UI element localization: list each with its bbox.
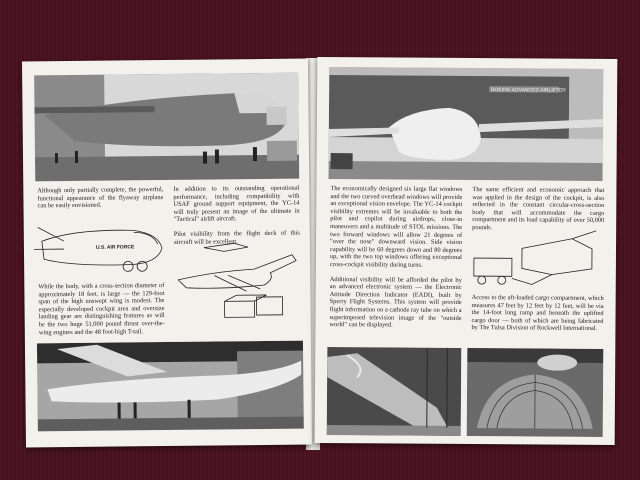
sketch-fuselage-label: U.S. AIR FORCE <box>95 244 135 251</box>
left-col1-para-2: While the body, with a cross-section diameter of approximately 18 feet, is large — the 129-foot span of the high unswept wing is modest. The especially developed cockpit area and oversize landing gear are distinguishing features as will be the two huge 51,000 pound thrust over-the-wing engines and the 48 foot-high T-tail. <box>38 282 165 336</box>
right-col1-para-1: The economically designed six large flat windows and the two curved overhead windows will provide an exceptional vision envelope. The YC-14 cockpit visibility extremes will be invaluable to both the pilot and copilot during airdrops, close-in maneuvers and a multitude of STOL missions. The two forward windows will allow 21 degrees of "over the nose" downward vision. Side vision capability will be 60 degrees down and 80 degrees up, with the two top windows offering exceptional cross-cockpit visibility during turns. <box>329 185 463 269</box>
right-page <box>315 57 618 445</box>
left-col2-para-1: In addition to its outstanding operational performance, including compatibility with USAF ground support equipment, the YC-14 will truly present an image of the ultimate in "Tactical" airlift aircraft. <box>173 184 300 224</box>
left-text-column-1b <box>38 282 165 343</box>
left-page <box>22 59 312 448</box>
photo-fuselage-assembly <box>327 347 462 436</box>
photo-aircraft-front-hangar <box>34 73 299 182</box>
right-col2-para-2: Access to the aft-loaded cargo compartment, which measures 47 feet by 12 feet by 12 feet, will be via the 14-foot long ramp and beneath the uplifted cargo door — both of which are being fabricated by The Tulsa Division of Rockwell International. <box>471 294 604 333</box>
right-col2-para-1: The same efficient and economic approach that was applied in the design of the cockpit, is also reflected in the constant circular-cross-section body that will accommodate the cargo compartment and its load capability of over 50,000 pounds. <box>472 186 605 232</box>
sketch-aircraft-cargo <box>174 239 305 336</box>
right-text-column-1 <box>329 185 462 337</box>
sketch-cargo-loading <box>472 228 604 291</box>
right-text-column-2b <box>471 294 603 340</box>
left-col2-para-2: Pilot visibility from the flight deck of this aircraft will be excellent. <box>173 229 300 246</box>
sketch-aircraft-nose <box>34 218 167 277</box>
photo-aircraft-outside-hangar <box>328 67 603 181</box>
hangar-sign: BOEING ADVANCED AIRLIFTER <box>491 87 566 94</box>
left-text-column-1 <box>37 186 163 217</box>
photo-cargo-door-construction <box>467 348 604 437</box>
right-col1-para-2: Additional visibility will be afforded the pilot by an advanced electronic system — the Electronic Attitude Direction Indicator (EADI), built by Sperry Flight Systems. This system will provide flight information on a cathode ray tube on which a superimposed television image of the "outside world" can be displayed. <box>329 275 462 329</box>
left-col1-para-1: Although only partially complete, the powerful, functional appearance of the flyaway airplane can be easily envisioned. <box>37 186 164 210</box>
photo-aircraft-side-under-construction <box>37 341 304 432</box>
